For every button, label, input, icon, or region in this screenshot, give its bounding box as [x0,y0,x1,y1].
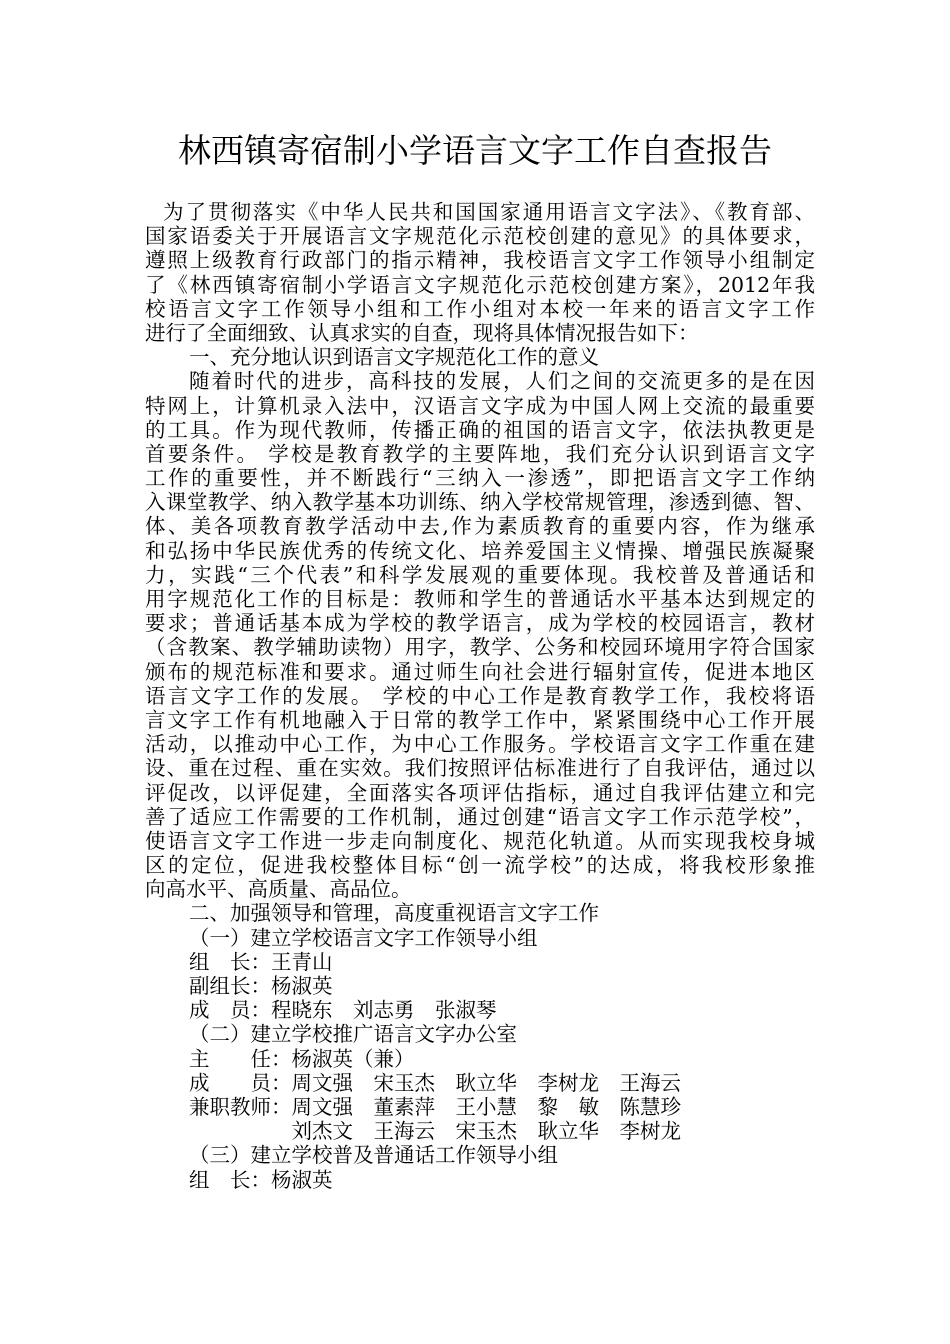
body-line: 主 任：杨淑英（兼） [189,1046,415,1071]
body-line: 向高水平、高质量、高品位。 [145,877,412,902]
body-line: 使语言文字工作进一步走向制度化、规范化轨道。从而实现我校身城 [145,828,815,853]
body-line: 活动，以推动中心工作，为中心工作服务。学校语言文字工作重在建 [145,732,815,757]
body-line: 颁布的规范标准和要求。通过师生向社会进行辐射宣传，促进本地区 [145,659,815,684]
body-line: 的工具。作为现代教师，传播正确的祖国的语言文字，依法执教更是 [145,417,815,442]
body-line: 一、充分地认识到语言文字规范化工作的意义 [189,345,599,370]
body-line: 入课堂教学、纳入教学基本功训练、纳入学校常规管理，渗透到德、智、 [145,490,815,515]
body-line: 要求；普通话基本成为学校的教学语言，成为学校的校园语言，教材 [145,611,815,636]
body-line: 组 长：王青山 [189,949,333,974]
body-line: 组 长：杨淑英 [189,1167,333,1192]
body-line: 和弘扬中华民族优秀的传统文化、培养爱国主义情操、增强民族凝聚 [145,538,815,563]
body-line: （含教案、教学辅助读物）用字，教学、公务和校园环境用字符合国家 [145,635,815,660]
body-line: 言文字工作有机地融入于日常的教学工作中，紧紧围绕中心工作开展 [145,707,815,732]
body-line: 了《林西镇寄宿制小学语言文字规范化示范校创建方案》，2012年我 [145,272,815,297]
body-line: 进行了全面细致、认真求实的自查，现将具体情况报告如下： [145,320,699,345]
body-line: 评促改，以评促建，全面落实各项评估指标，通过自我评估建立和完 [145,780,815,805]
body-line: 为了贯彻落实《中华人民共和国国家通用语言文字法》、《教育部、 [163,200,815,224]
body-line: 善了适应工作需要的工作机制，通过创建“语言文字工作示范学校”， [145,804,815,829]
body-line: 成 员：周文强 宋玉杰 耿立华 李树龙 王海云 [189,1070,681,1095]
body-line: 二、加强领导和管理，高度重视语言文字工作 [189,901,599,926]
body-line: 体、美各项教育教学活动中去,作为素质教育的重要内容，作为继承 [145,514,815,539]
body-line: （三）建立学校普及普通话工作领导小组 [189,1143,558,1168]
body-line: 随着时代的进步，高科技的发展，人们之间的交流更多的是在因 [189,369,815,394]
body-line: 遵照上级教育行政部门的指示精神，我校语言文字工作领导小组制定 [145,248,815,273]
body-line: 刘杰文 王海云 宋玉杰 耿立华 李树龙 [189,1119,681,1144]
body-line: 兼职教师：周文强 董素萍 王小慧 黎 敏 陈慧珍 [189,1094,681,1119]
body-line: 成 员：程晓东 刘志勇 张淑琴 [189,998,497,1023]
body-line: 校语言文字工作领导小组和工作小组对本校一年来的语言文字工作 [145,296,815,321]
body-line: 工作的重要性，并不断践行“三纳入一渗透”，即把语言文字工作纳 [145,466,815,491]
document-title: 林西镇寄宿制小学语言文字工作自查报告 [178,131,772,170]
body-line: 区的定位，促进我校整体目标“创一流学校”的达成，将我校形象推 [145,853,815,878]
body-line: 首要条件。 学校是教育教学的主要阵地，我们充分认识到语言文字 [145,441,815,466]
body-line: 副组长：杨淑英 [189,974,333,998]
body-line: （二）建立学校推广语言文字办公室 [189,1022,517,1047]
body-line: 国家语委关于开展语言文字规范化示范校创建的意见》的具体要求， [145,224,815,249]
body-line: 设、重在过程、重在实效。我们按照评估标准进行了自我评估，通过以 [145,756,815,781]
body-line: 力，实践“三个代表”和科学发展观的重要体现。我校普及普通话和 [145,562,815,587]
document-body [145,200,815,1192]
body-line: 特网上，计算机录入法中，汉语言文字成为中国人网上交流的最重要 [145,393,815,418]
body-line: （一）建立学校语言文字工作领导小组 [189,925,538,950]
body-line: 语言文字工作的发展。 学校的中心工作是教育教学工作，我校将语 [145,683,815,708]
body-line: 用字规范化工作的目标是：教师和学生的普通话水平基本达到规定的 [145,587,815,611]
